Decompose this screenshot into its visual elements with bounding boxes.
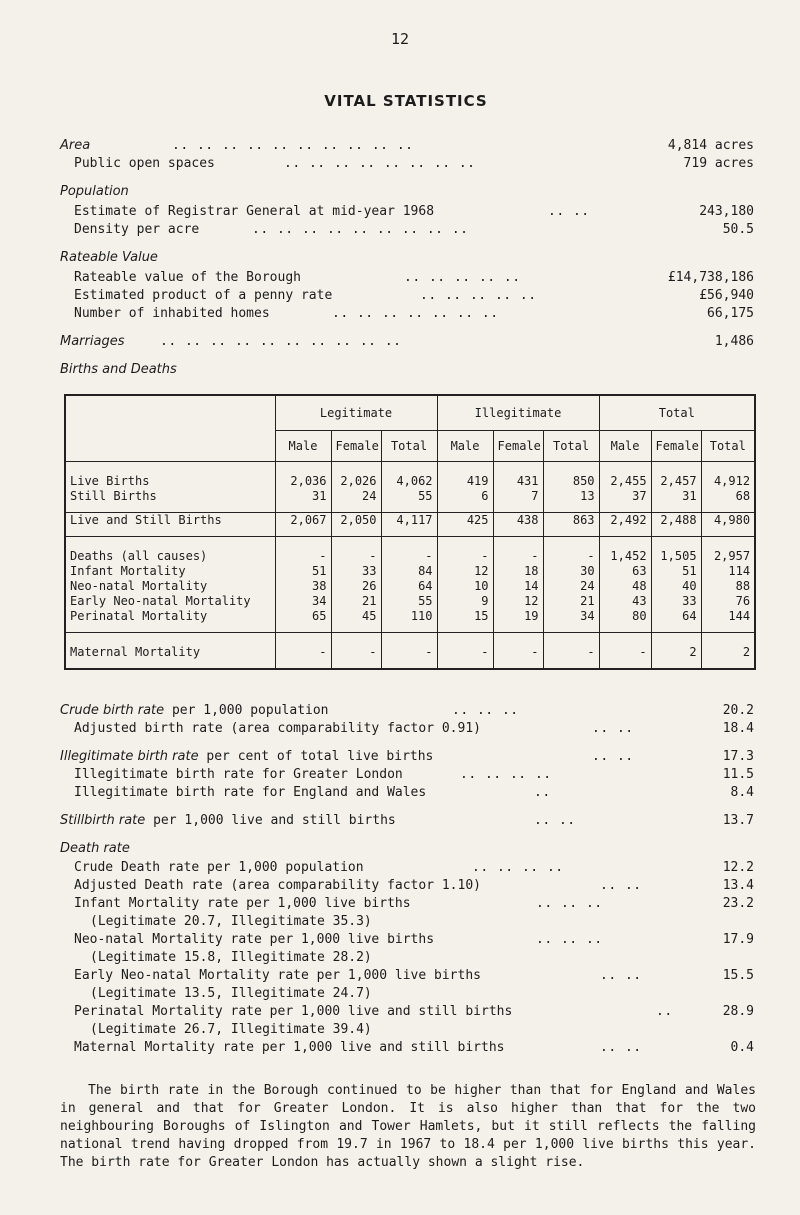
table-cell: 34 [543, 609, 599, 624]
table-cell: 31 [651, 489, 701, 504]
row-label: Early Neo-natal Mortality [65, 594, 275, 609]
table-cell: - [381, 645, 437, 660]
group-header: Illegitimate [437, 395, 599, 431]
stillbirth-rate-label: Stillbirth rate [60, 813, 146, 828]
illegit-england-row: Illegitimate birth rate for England and Wales .. 8.4 [74, 785, 754, 800]
table-cell: - [599, 645, 651, 660]
column-header: Female [493, 431, 543, 462]
table-cell: 2,050 [331, 513, 381, 529]
table-cell: - [275, 645, 331, 660]
table-row [65, 645, 755, 660]
rateable-value-label: Rateable value of the Borough [74, 270, 301, 285]
table-cell: 4,980 [701, 513, 755, 529]
column-header: Total [543, 431, 599, 462]
table-cell: 431 [493, 474, 543, 489]
adjusted-birth-rate-value: 18.4 [722, 721, 754, 736]
table-cell: 21 [543, 594, 599, 609]
table-cell: 850 [543, 474, 599, 489]
table-cell: 4,117 [381, 513, 437, 529]
population-estimate-value: 243,180 [699, 204, 754, 219]
table-row [65, 564, 755, 579]
adjusted-death-rate-row: Adjusted Death rate (area comparability factor 1.10) .. .. 13.4 [74, 878, 754, 893]
row-label: Still Births [65, 489, 275, 504]
page-title: VITAL STATISTICS [324, 92, 488, 110]
table-cell: 88 [701, 579, 755, 594]
infant-mortality-sub-row [60, 914, 754, 932]
illegit-birth-rate-label-rest: per cent of total live births [198, 749, 434, 764]
table-cell: 2 [701, 645, 755, 660]
table-cell: 63 [599, 564, 651, 579]
stillbirth-rate-value: 13.7 [722, 813, 754, 828]
table-row [65, 489, 755, 504]
table-cell: 51 [275, 564, 331, 579]
column-header: Male [275, 431, 331, 462]
table-cell: 24 [543, 579, 599, 594]
neonatal-sub: (Legitimate 15.8, Illegitimate 28.2) [90, 950, 372, 965]
table-cell: 2 [651, 645, 701, 660]
table-cell: - [543, 549, 599, 564]
neonatal-rate-value: 17.9 [722, 932, 754, 947]
column-header: Male [599, 431, 651, 462]
neonatal-sub-row [60, 950, 754, 968]
row-label: Infant Mortality [65, 564, 275, 579]
table-cell: 12 [437, 564, 493, 579]
illegit-birth-rate-value: 17.3 [722, 749, 754, 764]
density-row: Density per acre .. .. .. .. .. .. .. .. .. 50.5 [74, 222, 754, 237]
group-header: Total [599, 395, 755, 431]
table-row [65, 549, 755, 564]
illegit-london-label: Illegitimate birth rate for Greater London [74, 767, 403, 782]
table-cell: - [493, 549, 543, 564]
table-cell: 33 [331, 564, 381, 579]
table-cell: 13 [543, 489, 599, 504]
table-cell: 30 [543, 564, 599, 579]
table-cell: 64 [651, 609, 701, 624]
table-cell: 2,492 [599, 513, 651, 529]
table-cell: 9 [437, 594, 493, 609]
neonatal-rate-row: Neo-natal Mortality rate per 1,000 live births .. .. .. 17.9 [74, 932, 754, 947]
page-number: 12 [390, 30, 410, 48]
table-cell: 438 [493, 513, 543, 529]
illegit-england-value: 8.4 [730, 785, 754, 800]
early-neonatal-rate-row: Early Neo-natal Mortality rate per 1,000 live births .. .. 15.5 [74, 968, 754, 983]
table-cell: - [437, 549, 493, 564]
perinatal-rate-value: 28.9 [722, 1004, 754, 1019]
perinatal-sub-row [60, 1022, 754, 1040]
penny-rate-value: £56,940 [699, 288, 754, 303]
table-cell: 2,457 [651, 474, 701, 489]
adjusted-death-rate-value: 13.4 [722, 878, 754, 893]
illegit-birth-rate-label: Illegitimate birth rate [60, 749, 199, 764]
adjusted-birth-rate-row: Adjusted birth rate (area comparability factor 0.91) .. .. 18.4 [74, 721, 754, 736]
column-header: Female [651, 431, 701, 462]
table-cell: 4,062 [381, 474, 437, 489]
table-cell: 65 [275, 609, 331, 624]
table-cell: 12 [493, 594, 543, 609]
density-label: Density per acre [74, 222, 200, 237]
column-header: Total [701, 431, 755, 462]
table-cell: 37 [599, 489, 651, 504]
table-row [65, 474, 755, 489]
area-value: 4,814 acres [667, 138, 754, 153]
illegit-birth-rate-row: Illegitimate birth rate per cent of total live births .. .. 17.3 [60, 749, 754, 764]
crude-death-rate-value: 12.2 [722, 860, 754, 875]
births-deaths-table [64, 394, 756, 670]
open-spaces-value: 719 acres [683, 156, 754, 171]
marriages-heading: Marriages [60, 334, 125, 349]
crude-death-rate-label: Crude Death rate per 1,000 population [74, 860, 364, 875]
infant-mortality-rate-value: 23.2 [722, 896, 754, 911]
table-cell: 76 [701, 594, 755, 609]
table-cell: 26 [331, 579, 381, 594]
population-estimate-label: Estimate of Registrar General at mid-year 1968 [74, 204, 435, 219]
area-heading: Area [60, 138, 91, 153]
perinatal-rate-row: Perinatal Mortality rate per 1,000 live and still births .. 28.9 [74, 1004, 754, 1019]
table-cell: 51 [651, 564, 701, 579]
early-neonatal-sub: (Legitimate 13.5, Illegitimate 24.7) [90, 986, 372, 1001]
table-cell: 110 [381, 609, 437, 624]
illegit-london-value: 11.5 [722, 767, 754, 782]
table-cell: 64 [381, 579, 437, 594]
area-row: Area .. .. .. .. .. .. .. .. .. .. 4,814 acres [60, 138, 754, 153]
table-cell: 31 [275, 489, 331, 504]
perinatal-sub: (Legitimate 26.7, Illegitimate 39.4) [90, 1022, 372, 1037]
table-cell: 80 [599, 609, 651, 624]
homes-value: 66,175 [707, 306, 754, 321]
penny-rate-row: Estimated product of a penny rate .. .. .. .. .. £56,940 [74, 288, 754, 303]
table-cell: 19 [493, 609, 543, 624]
table-cell: 1,505 [651, 549, 701, 564]
births-deaths-heading: Births and Deaths [60, 362, 177, 377]
stillbirth-rate-row: Stillbirth rate per 1,000 live and still births .. .. 13.7 [60, 813, 754, 828]
maternal-rate-label: Maternal Mortality rate per 1,000 live and still births [74, 1040, 505, 1055]
table-cell: 48 [599, 579, 651, 594]
table-cell: 2,957 [701, 549, 755, 564]
table-cell: 84 [381, 564, 437, 579]
table-cell: - [331, 645, 381, 660]
table-cell: - [437, 645, 493, 660]
homes-label: Number of inhabited homes [74, 306, 270, 321]
table-cell: 15 [437, 609, 493, 624]
population-heading: Population [60, 184, 129, 199]
table-cell: - [381, 549, 437, 564]
table-cell: 144 [701, 609, 755, 624]
table-row [65, 594, 755, 609]
early-neonatal-rate-value: 15.5 [722, 968, 754, 983]
table-cell: 68 [701, 489, 755, 504]
early-neonatal-rate-label: Early Neo-natal Mortality rate per 1,000 live births [74, 968, 481, 983]
table-row [65, 513, 755, 529]
table-cell: 419 [437, 474, 493, 489]
table-cell: 24 [331, 489, 381, 504]
crude-death-rate-row: Crude Death rate per 1,000 population .. .. .. .. 12.2 [74, 860, 754, 875]
table-cell: 1,452 [599, 549, 651, 564]
neonatal-rate-label: Neo-natal Mortality rate per 1,000 live births [74, 932, 435, 947]
table-cell: 14 [493, 579, 543, 594]
infant-mortality-rate-row: Infant Mortality rate per 1,000 live births .. .. .. 23.2 [74, 896, 754, 911]
table-cell: 55 [381, 594, 437, 609]
table-cell: 2,026 [331, 474, 381, 489]
table-cell: 6 [437, 489, 493, 504]
row-label: Perinatal Mortality [65, 609, 275, 624]
table-cell: 2,036 [275, 474, 331, 489]
table-cell: - [331, 549, 381, 564]
table-cell: 114 [701, 564, 755, 579]
column-header: Male [437, 431, 493, 462]
marriages-value: 1,486 [714, 334, 754, 349]
row-label: Deaths (all causes) [65, 549, 275, 564]
density-value: 50.5 [722, 222, 754, 237]
row-label: Live Births [65, 474, 275, 489]
row-label: Maternal Mortality [65, 645, 275, 660]
adjusted-birth-rate-label: Adjusted birth rate (area comparability factor 0.91) [74, 721, 481, 736]
table-cell: 43 [599, 594, 651, 609]
table-cell: 2,067 [275, 513, 331, 529]
table-cell: 863 [543, 513, 599, 529]
table-cell: 10 [437, 579, 493, 594]
illegit-london-row: Illegitimate birth rate for Greater London .. .. .. .. 11.5 [74, 767, 754, 782]
stillbirth-rate-label-rest: per 1,000 live and still births [145, 813, 396, 828]
row-label: Neo-natal Mortality [65, 579, 275, 594]
illegit-england-label: Illegitimate birth rate for England and Wales [74, 785, 427, 800]
rateable-heading: Rateable Value [60, 250, 158, 265]
table-cell: 38 [275, 579, 331, 594]
column-header: Female [331, 431, 381, 462]
crude-birth-rate-value: 20.2 [722, 703, 754, 718]
table-cell: 40 [651, 579, 701, 594]
table-cell: - [543, 645, 599, 660]
infant-mortality-sub: (Legitimate 20.7, Illegitimate 35.3) [90, 914, 372, 929]
rateable-value-value: £14,738,186 [667, 270, 754, 285]
table-cell: 18 [493, 564, 543, 579]
table-cell: 21 [331, 594, 381, 609]
rateable-value-row: Rateable value of the Borough .. .. .. .. .. £14,738,186 [74, 270, 754, 285]
table-cell: 34 [275, 594, 331, 609]
adjusted-death-rate-label: Adjusted Death rate (area comparability factor 1.10) [74, 878, 481, 893]
open-spaces-label: Public open spaces [74, 156, 215, 171]
open-spaces-row: Public open spaces .. .. .. .. .. .. .. .. 719 acres [74, 156, 754, 171]
table-cell: - [493, 645, 543, 660]
marriages-row: Marriages .. .. .. .. .. .. .. .. .. .. 1,486 [60, 334, 754, 349]
maternal-rate-row: Maternal Mortality rate per 1,000 live and still births .. .. 0.4 [74, 1040, 754, 1055]
crude-birth-rate-label: Crude birth rate [60, 703, 165, 718]
table-cell: 7 [493, 489, 543, 504]
table-cell: 45 [331, 609, 381, 624]
early-neonatal-sub-row [60, 986, 754, 1004]
death-rate-heading: Death rate [60, 841, 130, 856]
table-cell: 33 [651, 594, 701, 609]
penny-rate-label: Estimated product of a penny rate [74, 288, 333, 303]
infant-mortality-rate-label: Infant Mortality rate per 1,000 live births [74, 896, 411, 911]
row-label: Live and Still Births [65, 513, 275, 529]
maternal-rate-value: 0.4 [730, 1040, 754, 1055]
crude-birth-rate-row: Crude birth rate per 1,000 population .. .. .. 20.2 [60, 703, 754, 718]
crude-birth-rate-label-rest: per 1,000 population [164, 703, 329, 718]
population-estimate-row: Estimate of Registrar General at mid-year 1968 .. .. 243,180 [74, 204, 754, 219]
table-row [65, 609, 755, 624]
table-corner [65, 395, 275, 462]
table-cell: 55 [381, 489, 437, 504]
column-header: Total [381, 431, 437, 462]
table-cell: 2,455 [599, 474, 651, 489]
table-cell: 425 [437, 513, 493, 529]
table-cell: 4,912 [701, 474, 755, 489]
table-cell: - [275, 549, 331, 564]
homes-row: Number of inhabited homes .. .. .. .. .. .. .. 66,175 [74, 306, 754, 321]
body-paragraph: The birth rate in the Borough continued to be higher than that for England and Wales in general and that for Greater London. It is also higher than that for the two neighbouring Boroughs of Islington and Tower Hamlets, but it still reflects the falling national trend having dropped from 19.7 in 1967 to 18.4 per 1,000 live births this year. The birth rate for Greater London has actually shown a slight rise. [60, 1083, 756, 1170]
table-cell: 2,488 [651, 513, 701, 529]
group-header: Legitimate [275, 395, 437, 431]
table-row [65, 579, 755, 594]
perinatal-rate-label: Perinatal Mortality rate per 1,000 live and still births [74, 1004, 513, 1019]
